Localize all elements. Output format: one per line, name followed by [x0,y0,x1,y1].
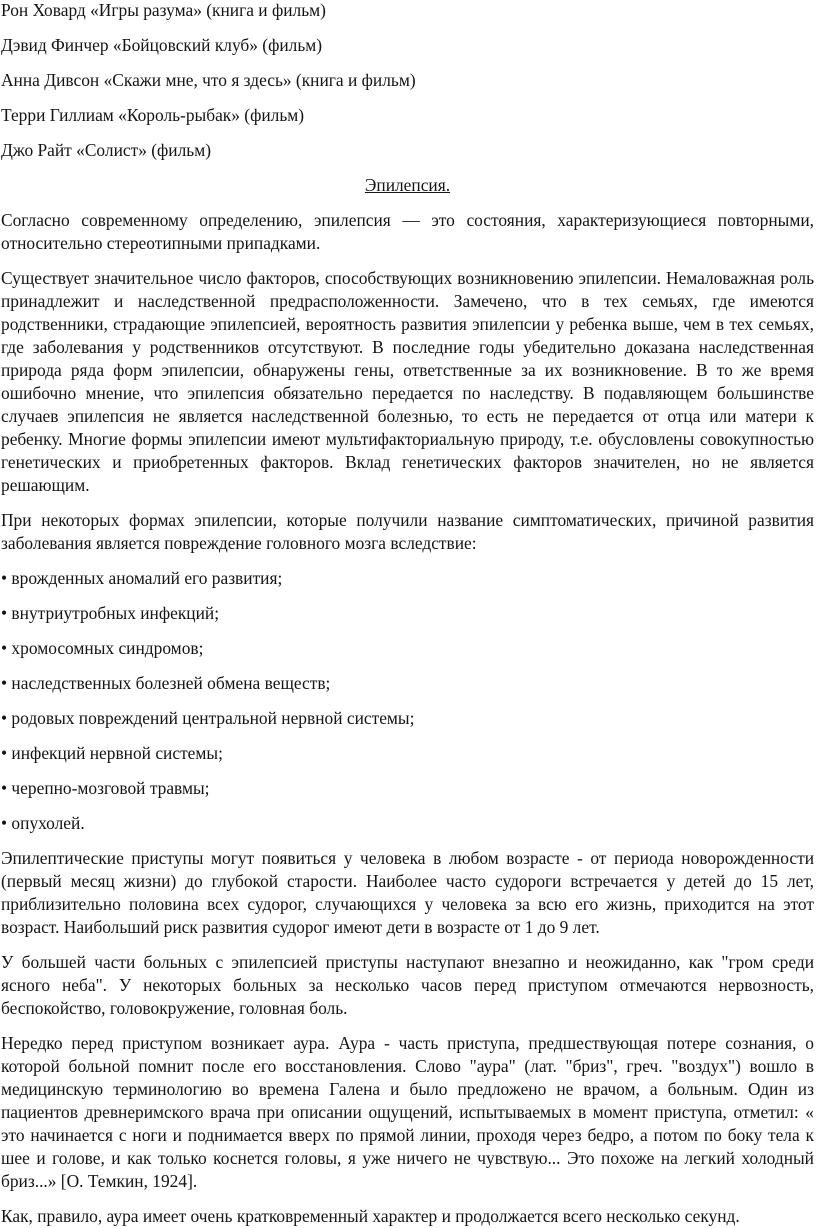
paragraph-onset: У большей части больных с эпилепсией приступы наступают внезапно и неожиданно, как "гром среди ясного неба". У некоторых больных за несколько часов перед приступом отмечаются нервозность, беспокойство, головокружение, головная боль. [1,952,814,1018]
paragraph-aura: Нередко перед приступом возникает аура. Аура - часть приступа, предшествующая потере сознания, о которой больной помнит после его восстановления. Слово "аура" (лат. "бриз", греч. "воздух") вошло в медицинскую терминологию во времена Галена и было предложено не врачом, а больным. Один из пациентов древнеримского врача при описании ощущений, испытываемых в момент приступа, отметил: « это начинается с ноги и поднимается вверх по прямой линии, проходя через бедро, а потом по боку тела к шее и голове, и как только коснется головы, я уже ничего не чувствую... Это похоже на легкий холодный бриз...» [О. Темкин, 1924]. [1,1033,814,1191]
list-item: • наследственных болезней обмена веществ; [1,673,331,693]
reference-line: Рон Ховард «Игры разума» (книга и фильм) [1,0,326,20]
paragraph-factors: Существует значительное число факторов, способствующих возникновению эпилепсии. Немаловажная роль принадлежит и наследственной предрасположенности. Замечено, что в тех семьях, где имеются родственники, страдающие эпилепсией, вероятность развития эпилепсии у ребенка выше, чем в тех семьях, где заболевания у родственников отсутствуют. В последние годы убедительно доказана наследственная природа ряда форм эпилепсии, обнаружены гены, ответственные за их возникновение. В то же время ошибочно мнение, что эпилепсия обязательно передается по наследству. В подавляющем большинстве случаев эпилепсия не является наследственной болезнью, то есть не передается от отца или матери к ребенку. Многие формы эпилепсии имеют мультифакториальную природу, т.е. обусловлены совокупностью генетических и приобретенных факторов. Вклад генетических факторов значителен, но не является решающим. [1,268,814,495]
paragraph-age: Эпилептические приступы могут появиться у человека в любом возрасте - от периода новорожденности (первый месяц жизни) до глубокой старости. Наиболее часто судороги встречается у детей до 15 лет, приблизительно половина всех судорог, случающихся у человека за всю его жизнь, приходится на этот возраст. Наибольший риск развития судорог имеют дети в возрасте от 1 до 9 лет. [1,848,814,937]
list-item: • инфекций нервной системы; [1,743,223,763]
list-item: • родовых повреждений центральной нервной системы; [1,708,415,728]
reference-line: Терри Гиллиам «Король-рыбак» (фильм) [1,105,305,125]
reference-line: Дэвид Финчер «Бойцовский клуб» (фильм) [1,35,323,55]
list-item: • хромосомных синдромов; [1,638,204,658]
reference-line: Джо Райт «Солист» (фильм) [1,140,212,160]
paragraph-symptomatic: При некоторых формах эпилепсии, которые получили название симптоматических, причиной развития заболевания является повреждение головного мозга вследствие: [1,510,814,553]
reference-line: Анна Дивсон «Скажи мне, что я здесь» (книга и фильм) [1,70,416,90]
paragraph-aura-duration: Как, правило, аура имеет очень кратковременный характер и продолжается всего несколько секунд. [1,1206,740,1226]
list-item: • врожденных аномалий его развития; [1,568,283,588]
list-item: • опухолей. [1,813,85,833]
paragraph-definition: Согласно современному определению, эпилепсия — это состояния, характеризующиеся повторными, относительно стереотипными припадками. [1,210,814,253]
list-item: • внутриутробных инфекций; [1,603,220,623]
section-heading: Эпилепсия. [364,175,451,195]
list-item: • черепно-мозговой травмы; [1,778,210,798]
